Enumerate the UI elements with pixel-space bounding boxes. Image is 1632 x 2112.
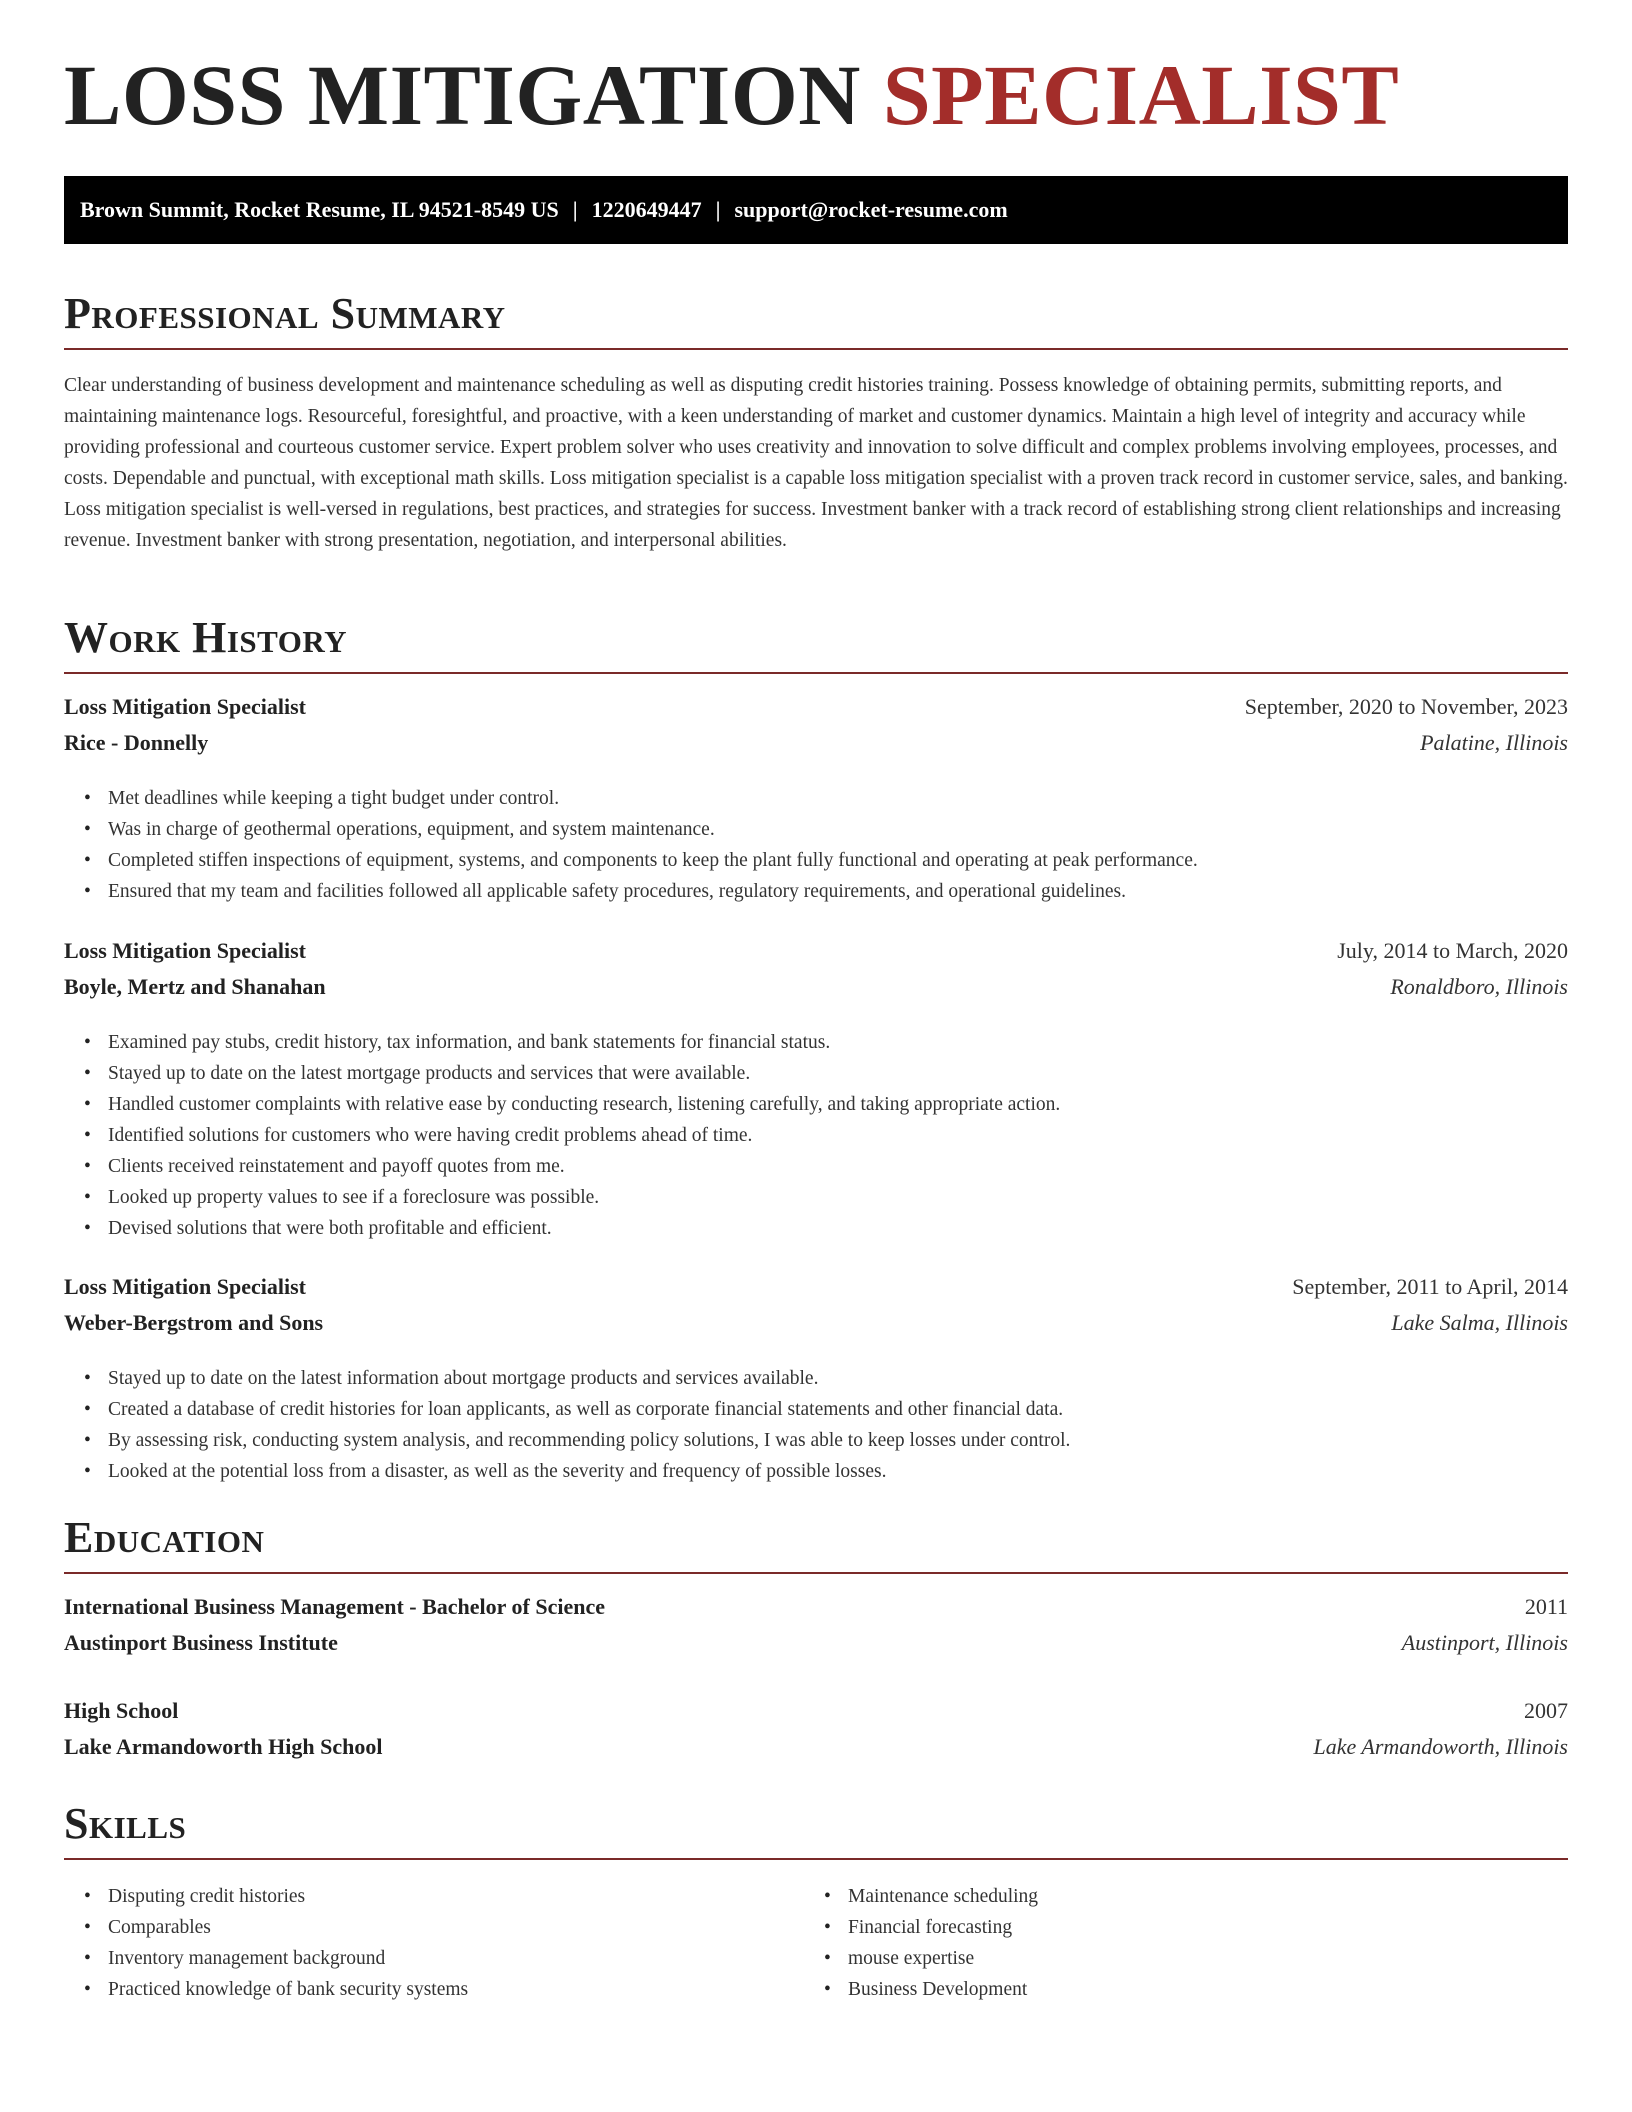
section-divider (64, 348, 1568, 350)
education-header-row (64, 1696, 1568, 1726)
education-school: Lake Armandoworth High School (64, 1734, 383, 1759)
section-divider (64, 672, 1568, 674)
job-bullets (108, 1363, 1070, 1487)
list-item: • Stayed up to date on the latest information about mortgage products and services available. (108, 1363, 1070, 1394)
list-item: • Created a database of credit histories for loan applicants, as well as corporate financial statements and other financial data. (108, 1394, 1070, 1425)
list-item: • Business Development (848, 1974, 1038, 2005)
list-item: • Stayed up to date on the latest mortgage products and services that were available. (108, 1058, 1060, 1089)
job-company: Weber-Bergstrom and Sons (64, 1310, 324, 1335)
education-school-row (64, 1628, 1568, 1658)
job-company: Rice - Donnelly (64, 730, 209, 755)
list-item: • By assessing risk, conducting system analysis, and recommending policy solutions, I was able to keep losses under control. (108, 1425, 1070, 1456)
job-title: Loss Mitigation Specialist (64, 694, 307, 719)
skills-list-right (848, 1881, 1038, 2005)
education-school-row (64, 1732, 1568, 1762)
section-divider (64, 1858, 1568, 1860)
education-heading: Education (64, 1513, 265, 1562)
education-degree: International Business Management - Bachelor of Science (64, 1594, 606, 1619)
job-bullets (108, 1027, 1060, 1244)
job-header-row (64, 936, 1568, 966)
education-year: 2007 (1524, 1698, 1568, 1723)
list-item: • Met deadlines while keeping a tight budget under control. (108, 783, 1198, 814)
contact-address: Brown Summit, Rocket Resume, IL 94521-8549 US (80, 197, 559, 222)
job-location: Lake Salma, Illinois (1391, 1310, 1568, 1335)
work-history-heading: Work History (64, 613, 348, 662)
job-header-row (64, 692, 1568, 722)
job-location: Ronaldboro, Illinois (1390, 974, 1568, 999)
job-company-row (64, 728, 1568, 758)
list-item: • Financial forecasting (848, 1912, 1038, 1943)
resume-name (64, 47, 1400, 143)
contact-separator: | (715, 197, 721, 222)
list-item: • Handled customer complaints with relative ease by conducting research, listening carefully, and taking appropriate action. (108, 1089, 1060, 1120)
section-divider (64, 1572, 1568, 1574)
list-item: • Completed stiffen inspections of equipment, systems, and components to keep the plant fully functional and operating at peak performance. (108, 845, 1198, 876)
list-item: • Clients received reinstatement and payoff quotes from me. (108, 1151, 1060, 1182)
education-location: Lake Armandoworth, Illinois (1313, 1734, 1568, 1759)
job-bullets (108, 783, 1198, 907)
education-degree: High School (64, 1698, 179, 1723)
education-header-row (64, 1592, 1568, 1622)
list-item: • Devised solutions that were both profitable and efficient. (108, 1213, 1060, 1244)
contact-separator: | (572, 197, 578, 222)
skills-list-left (108, 1881, 468, 2005)
job-title: Loss Mitigation Specialist (64, 1274, 307, 1299)
list-item: • Looked at the potential loss from a disaster, as well as the severity and frequency of possible losses. (108, 1456, 1070, 1487)
list-item: • Inventory management background (108, 1943, 468, 1974)
contact-email: support@rocket-resume.com (734, 197, 1008, 222)
list-item: • Ensured that my team and facilities followed all applicable safety procedures, regulatory requirements, and operational guidelines. (108, 876, 1198, 907)
education-year: 2011 (1524, 1594, 1568, 1619)
summary-text: Clear understanding of business development and maintenance scheduling as well as disputing credit histories training. Possess knowledge of obtaining permits, submitting reports, and maintaining maintenance logs. Resourceful, foresightful, and proactive, with a keen understanding of market and customer dynamics. Maintain a high level of integrity and accuracy while providing professional and courteous customer service. Expert problem solver who uses creativity and innovation to solve difficult and complex problems involving employees, processes, and costs. Dependable and punctual, with exceptional math skills. Loss mitigation specialist is a capable loss mitigation specialist with a proven track record in customer service, sales, and banking. Loss mitigation specialist is well-versed in regulations, best practices, and strategies for success. Investment banker with a track record of establishing strong client relationships and increasing revenue. Investment banker with strong presentation, negotiation, and interpersonal abilities. (64, 375, 1568, 551)
list-item: • Identified solutions for customers who were having credit problems ahead of time. (108, 1120, 1060, 1151)
job-company-row (64, 972, 1568, 1002)
education-school: Austinport Business Institute (64, 1630, 338, 1655)
job-location: Palatine, Illinois (1420, 730, 1568, 755)
list-item: • Comparables (108, 1912, 468, 1943)
job-title: Loss Mitigation Specialist (64, 938, 307, 963)
job-dates: July, 2014 to March, 2020 (1337, 938, 1568, 963)
job-dates: September, 2011 to April, 2014 (1292, 1274, 1568, 1299)
education-location: Austinport, Illinois (1401, 1630, 1568, 1655)
skills-heading: Skills (64, 1799, 187, 1848)
contact-bar (64, 176, 1568, 244)
list-item: • Maintenance scheduling (848, 1881, 1038, 1912)
list-item: • mouse expertise (848, 1943, 1038, 1974)
list-item: • Was in charge of geothermal operations, equipment, and system maintenance. (108, 814, 1198, 845)
list-item: • Looked up property values to see if a foreclosure was possible. (108, 1182, 1060, 1213)
list-item: • Practiced knowledge of bank security systems (108, 1974, 468, 2005)
contact-phone: 1220649447 (591, 197, 702, 222)
job-dates: September, 2020 to November, 2023 (1244, 694, 1568, 719)
job-header-row (64, 1272, 1568, 1302)
summary-heading: Professional Summary (64, 289, 506, 338)
job-company: Boyle, Mertz and Shanahan (64, 974, 326, 999)
name-first: LOSS MITIGATION (64, 47, 861, 143)
name-last: SPECIALIST (882, 47, 1400, 143)
list-item: • Examined pay stubs, credit history, tax information, and bank statements for financial status. (108, 1027, 1060, 1058)
job-company-row (64, 1308, 1568, 1338)
list-item: • Disputing credit histories (108, 1881, 468, 1912)
